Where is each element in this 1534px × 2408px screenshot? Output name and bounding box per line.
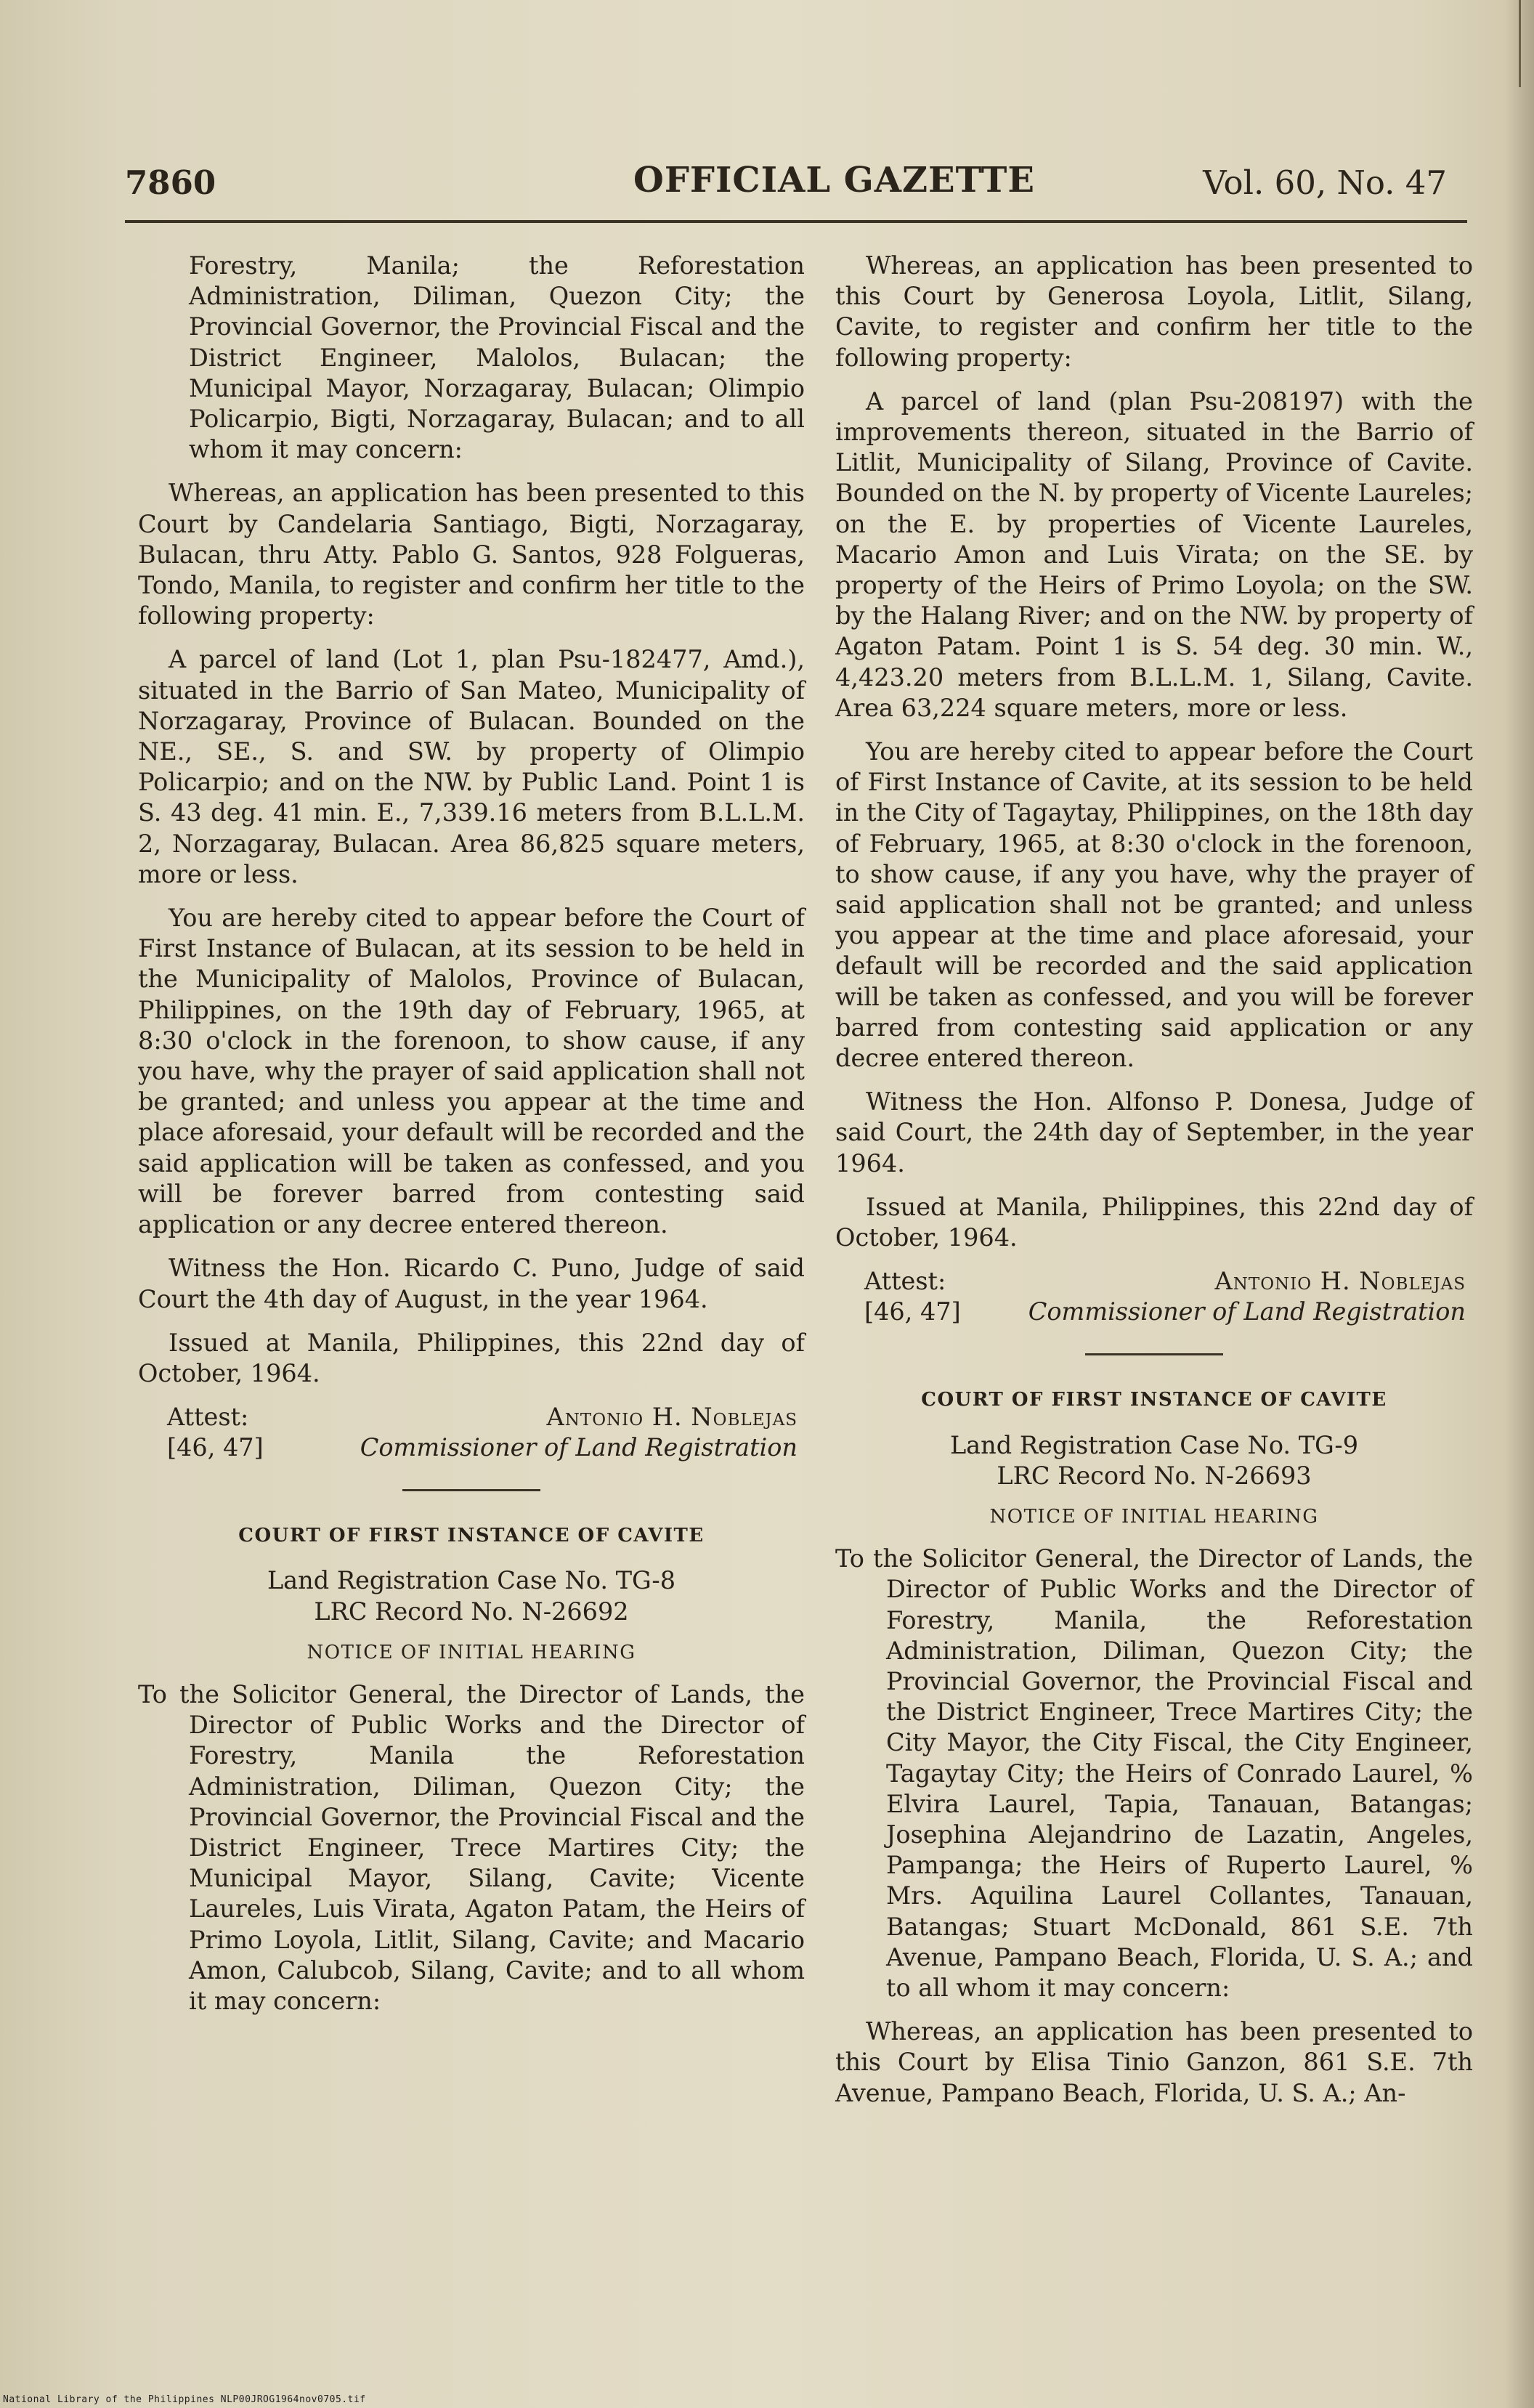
signatory-name: Antonio H. Noblejas (1214, 1267, 1466, 1296)
record-number: LRC Record No. N-26692 (314, 1597, 629, 1626)
volume-number: Vol. 60, No. 47 (1203, 163, 1447, 202)
binding-shadow (1505, 0, 1534, 2408)
record-number: LRC Record No. N-26693 (997, 1461, 1312, 1490)
signatory-title: Commissioner of Land Registration (1028, 1297, 1466, 1326)
application-paragraph: Whereas, an application has been presented to this Court by Candelaria Santiago, Bigti, Norzagaray, Bulacan, thru Atty. Pablo G. Santos, 928 Folgueras, Tondo, Manila, to register and confirm her title to the following property: (138, 479, 805, 631)
addressees-continued: Forestry, Manila; the Reforestation Administration, Diliman, Quezon City; the Provincial Governor, the Provincial Fiscal and the District Engineer, Malolos, Bulacan; the Municipal Mayor, Norzagaray, Bulacan; Olimpio Policarpio, Bigti, Norzagaray, Bulacan; and to all whom it may concern: (189, 251, 805, 464)
issued-paragraph: Issued at Manila, Philippines, this 22nd day of October, 1964. (138, 1328, 805, 1387)
notice-heading: NOTICE OF INITIAL HEARING (989, 1505, 1319, 1528)
section-divider (402, 1489, 540, 1491)
binding-edge-line (1519, 0, 1521, 87)
publication-title: OFFICIAL GAZETTE (633, 160, 1035, 200)
application-paragraph: Whereas, an application has been presented to this Court by Generosa Loyola, Litlit, Silang, Cavite, to register and confirm her title to the following property: (835, 251, 1473, 372)
signatory-title: Commissioner of Land Registration (360, 1433, 798, 1462)
witness-paragraph: Witness the Hon. Alfonso P. Donesa, Judge of said Court, the 24th day of September, in the year 1964. (835, 1087, 1473, 1177)
citation-paragraph: You are hereby cited to appear before the Court of First Instance of Bulacan, at its session to be held in the Municipality of Malolos, Province of Bulacan, Philippines, on the 19th day of February, 1965, at 8:30 o'clock in the forenoon, to show cause, if any you have, why the prayer of said application shall not be granted; and unless you appear at the time and place aforesaid, your default will be recorded and the said application will be taken as confessed, and you will be forever barred from contesting said application or any decree entered thereon. (138, 904, 805, 1239)
left-column (138, 251, 805, 2030)
case-number: Land Registration Case No. TG-9 (949, 1430, 1359, 1459)
court-heading: COURT OF FIRST INSTANCE OF CAVITE (921, 1389, 1387, 1411)
scan-footer: National Library of the Philippines NLP00JROG1964nov0705.tif (3, 2394, 366, 2405)
case-number: Land Registration Case No. TG-8 (267, 1566, 676, 1595)
issue-reference: [46, 47] (864, 1297, 961, 1326)
citation-paragraph: You are hereby cited to appear before the Court of First Instance of Cavite, at its session to be held in the City of Tagaytay, Philippines, on the 18th day of February, 1965, at 8:30 o'clock in the forenoon, to show cause, if any you have, why the prayer of said application shall not be granted; and unless you appear at the time and place aforesaid, your default will be recorded and the said application will be taken as confessed, and you will be forever barred from contesting said application or any decree entered thereon. (835, 737, 1473, 1073)
page-header (125, 160, 1461, 211)
attest-label: Attest: (167, 1403, 249, 1432)
issue-reference: [46, 47] (167, 1433, 264, 1462)
attestation-block (835, 1266, 1473, 1329)
issued-paragraph: Issued at Manila, Philippines, this 22nd day of October, 1964. (835, 1192, 1473, 1252)
attest-label: Attest: (864, 1267, 946, 1296)
application-paragraph: Whereas, an application has been presented to this Court by Elisa Tinio Ganzon, 861 S.E. 7th Avenue, Pampano Beach, Florida, U. S. A.; An- (835, 2017, 1473, 2107)
addressees: To the Solicitor General, the Director of Lands, the Director of Public Works and the Director of Forestry, Manila the Reforestation Administration, Diliman, Quezon City; the Provincial Governor, the Provincial Fiscal and the District Engineer, Trece Martires City; the Municipal Mayor, Silang, Cavite; Vicente Laureles, Luis Virata, Agaton Patam, the Heirs of Primo Loyola, Litlit, Silang, Cavite; and Macario Amon, Calubcob, Silang, Cavite; and to all whom it may concern: (138, 1679, 805, 2015)
page-number: 7860 (125, 163, 216, 202)
notice-heading: NOTICE OF INITIAL HEARING (307, 1641, 636, 1663)
signatory-name: Antonio H. Noblejas (546, 1403, 798, 1432)
property-description: A parcel of land (Lot 1, plan Psu-182477, Amd.), situated in the Barrio of San Mateo, Municipality of Norzagaray, Province of Bulacan. Bounded on the NE., SE., S. and SW. by property of Olimpio Policarpio; and on the NW. by Public Land. Point 1 is S. 43 deg. 41 min. E., 7,339.16 meters from B.L.L.M. 2, Norzagaray, Bulacan. Area 86,825 square meters, more or less. (138, 645, 805, 888)
right-column (835, 251, 1473, 2122)
addressees: To the Solicitor General, the Director of Lands, the Director of Public Works and the Director of Forestry, Manila, the Reforestation Administration, Diliman, Quezon City; the Provincial Governor, the Provincial Fiscal and the District Engineer, Trece Martires City; the City Mayor, the City Fiscal, the City Engineer, Tagaytay City; the Heirs of Conrado Laurel, % Elvira Laurel, Tapia, Tanauan, Batangas; Josephina Alejandrino de Lazatin, Angeles, Pampanga; the Heirs of Ruperto Laurel, % Mrs. Aquilina Laurel Collantes, Tanauan, Batangas; Stuart McDonald, 861 S.E. 7th Avenue, Pampano Beach, Florida, U. S. A.; and to all whom it may concern: (835, 1544, 1473, 2002)
witness-paragraph: Witness the Hon. Ricardo C. Puno, Judge of said Court the 4th day of August, in the year 1964. (138, 1254, 805, 1313)
property-description: A parcel of land (plan Psu-208197) with the improvements thereon, situated in the Barrio of Litlit, Municipality of Silang, Province of Cavite. Bounded on the N. by property of Vicente Laureles; on the E. by properties of Vicente Laureles, Macario Amon and Luis Virata; on the SE. by property of the Heirs of Primo Loyola; on the SW. by the Halang River; and on the NW. by property of Agaton Patam. Point 1 is S. 54 deg. 30 min. W., 4,423.20 meters from B.L.L.M. 1, Silang, Cavite. Area 63,224 square meters, more or less. (835, 386, 1473, 722)
header-rule (125, 220, 1467, 223)
section-divider (1085, 1353, 1223, 1355)
court-heading: COURT OF FIRST INSTANCE OF CAVITE (238, 1525, 705, 1547)
attestation-block (138, 1402, 805, 1464)
